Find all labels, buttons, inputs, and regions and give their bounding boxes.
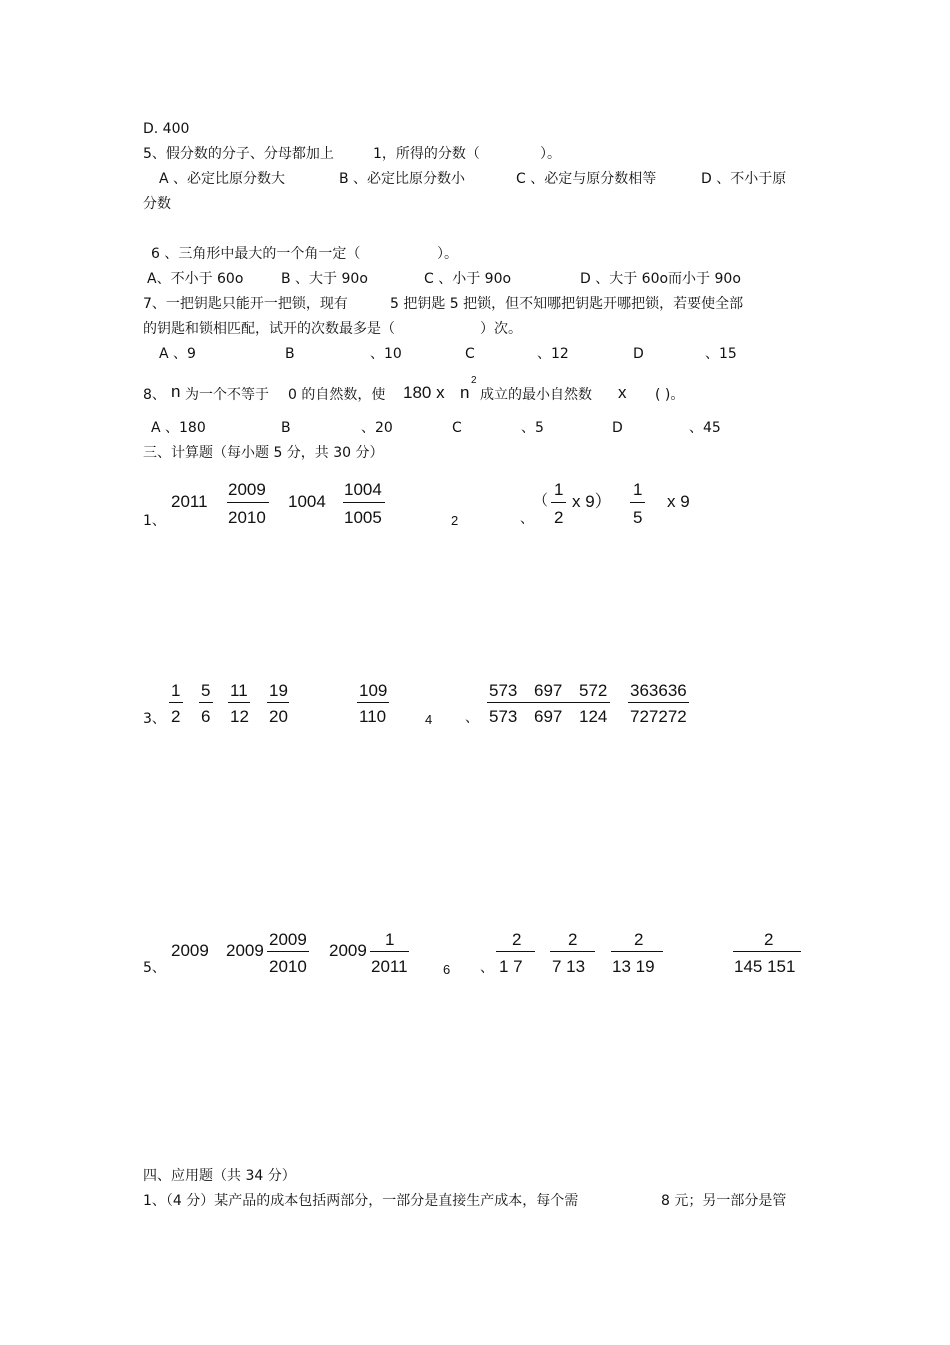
calc-6-frac-2-num: 2: [568, 930, 578, 949]
q8-text-zero: 0 的自然数，使: [288, 387, 386, 403]
calc-4-den-3: 124: [579, 707, 608, 726]
calc-3-frac-1-num: 1: [171, 681, 181, 700]
q6-stem: 6 、三角形中最大的一个角一定（: [151, 246, 361, 262]
calc-2-times-9: x 9）: [572, 492, 612, 511]
calc-1-fraction-1-bar: [227, 502, 269, 503]
calc-3-frac-2-den: 6: [201, 707, 211, 726]
q8-option-a: A 、180: [151, 420, 206, 436]
calc-1-fraction-2-bar: [343, 502, 385, 503]
section-4-heading: 四、应用题（共 34 分）: [143, 1168, 296, 1184]
calc-5-fraction-2-den: 2011: [371, 957, 408, 976]
q8-option-c-value: 、5: [521, 420, 544, 436]
q8-number: 8、: [143, 387, 166, 403]
calc-6-frac-3-num: 2: [634, 930, 644, 949]
calc-5-label: 5、: [143, 960, 166, 976]
calc-5-term-a: 2009: [171, 941, 209, 960]
q7-option-d-value: 、15: [705, 346, 737, 362]
calc-6-frac-1-num: 2: [512, 930, 522, 949]
q8-option-c: C: [452, 420, 462, 436]
q8-option-b-value: 、20: [361, 420, 393, 436]
q5-stem-num: 1，所得的分数（: [373, 146, 480, 162]
calc-4-frac-den: 727272: [630, 707, 687, 726]
calc-3-frac-5-den: 110: [359, 707, 387, 726]
calc-5-term-c: 2009: [329, 941, 367, 960]
calc-1-label: 1、: [143, 513, 166, 529]
calc-6-frac-3-den: 13 19: [612, 957, 655, 976]
calc-3-frac-2-bar: [199, 702, 213, 703]
q6-option-b: B 、大于 90o: [281, 271, 368, 287]
q5-stem-end: ）。: [540, 146, 561, 162]
calc-2-fifth-num: 1: [633, 480, 643, 499]
calc-4-separator: 、: [465, 710, 479, 726]
q8-text-2: 成立的最小自然数: [480, 387, 592, 403]
calc-3-frac-3-bar: [228, 702, 250, 703]
calc-6-frac-3-bar: [611, 951, 663, 952]
calc-1-fraction-2-num: 1004: [344, 480, 382, 499]
q4-option-d: D. 400: [143, 121, 190, 137]
q5-option-d-cont: 分数: [143, 196, 171, 212]
q8-text-1: 为一个不等于: [185, 387, 269, 403]
calc-4-fraction-bar-2: [628, 702, 689, 703]
q8-var-n2: n: [460, 383, 470, 402]
calc-2-fifth-den: 5: [633, 508, 643, 527]
calc-6-label: 6: [443, 962, 451, 977]
section-3-heading: 三、计算题（每小题 5 分，共 30 分）: [143, 445, 384, 461]
q7-option-b: B: [285, 346, 295, 362]
q5-option-d: D 、不小于原: [701, 171, 787, 187]
calc-1-term-b: 1004: [288, 492, 326, 511]
q7-line1-cont: 5 把钥匙 5 把锁，但不知哪把钥匙开哪把锁，若要使全部: [390, 296, 744, 312]
q7-line1: 7、一把钥匙只能开一把锁，现有: [143, 296, 348, 312]
q8-option-b: B: [281, 420, 291, 436]
calc-4-label: 4: [425, 712, 433, 727]
calc-6-frac-4-den: 145 151: [734, 957, 796, 976]
application-1-text: 1、（4 分）某产品的成本包括两部分，一部分是直接生产成本，每个需: [143, 1193, 579, 1209]
calc-3-frac-4-num: 19: [269, 681, 288, 700]
calc-6-frac-1-bar: [496, 951, 535, 952]
calc-3-frac-4-den: 20: [269, 707, 288, 726]
calc-1-fraction-1-den: 2010: [228, 508, 266, 527]
q8-blank: ( )。: [655, 387, 685, 403]
q8-option-d: D: [612, 420, 623, 436]
calc-6-separator: 、: [480, 960, 494, 976]
calc-2-separator: 、: [520, 511, 534, 527]
calc-4-den-2: 697: [534, 707, 563, 726]
q7-line2: 的钥匙和锁相匹配，试开的次数最多是（: [143, 321, 395, 337]
calc-3-frac-4-bar: [267, 702, 289, 703]
calc-3-frac-3-den: 12: [230, 707, 249, 726]
q6-option-a: A、不小于 60o: [147, 271, 244, 287]
calc-2-half-num: 1: [554, 480, 564, 499]
calc-3-frac-2-num: 5: [201, 681, 211, 700]
calc-2-half-den: 2: [554, 508, 564, 527]
application-1-text-cont: 8 元；另一部分是管: [661, 1193, 787, 1209]
calc-2-half-bar: [551, 502, 566, 503]
calc-6-frac-4-num: 2: [764, 930, 774, 949]
q7-option-b-value: 、10: [370, 346, 402, 362]
q7-line2-end: ）次。: [480, 321, 522, 337]
calc-6-frac-2-bar: [550, 951, 595, 952]
calc-1-fraction-1-num: 2009: [228, 480, 266, 499]
calc-5-fraction-1-den: 2010: [269, 957, 307, 976]
calc-4-den-1: 573: [489, 707, 518, 726]
q7-option-c-value: 、12: [537, 346, 569, 362]
q5-option-c: C 、必定与原分数相等: [516, 171, 657, 187]
calc-5-fraction-2-num: 1: [385, 930, 395, 949]
q7-option-c: C: [465, 346, 475, 362]
calc-3-frac-1-den: 2: [171, 707, 181, 726]
calc-5-fraction-1-num: 2009: [269, 930, 307, 949]
calc-4-num-1: 573: [489, 681, 518, 700]
calc-3-frac-5-bar: [357, 702, 389, 703]
q5-option-a: A 、必定比原分数大: [159, 171, 286, 187]
calc-4-fraction-bar-1: [487, 702, 610, 703]
q5-option-b: B 、必定比原分数小: [339, 171, 466, 187]
calc-2-label: 2: [451, 513, 459, 528]
calc-6-frac-2-den: 7 13: [552, 957, 586, 976]
q8-option-d-value: 、45: [689, 420, 721, 436]
q6-option-c: C 、小于 90o: [424, 271, 512, 287]
q6-option-d: D 、大于 60o而小于 90o: [580, 271, 741, 287]
calc-6-frac-4-bar: [733, 951, 801, 952]
q8-expression: 180 x: [403, 383, 445, 402]
calc-5-fraction-2-bar: [370, 951, 409, 952]
calc-6-frac-1-den: 1 7: [499, 957, 523, 976]
calc-5-term-b: 2009: [226, 941, 264, 960]
q8-exponent: 2: [471, 375, 477, 386]
calc-3-label: 3、: [143, 711, 166, 727]
q6-stem-end: ）。: [437, 246, 458, 262]
q7-option-d: D: [633, 346, 644, 362]
calc-4-num-3: 572: [579, 681, 608, 700]
calc-5-fraction-1-bar: [267, 951, 309, 952]
calc-4-num-2: 697: [534, 681, 563, 700]
calc-3-frac-3-num: 11: [230, 681, 248, 700]
q8-var-x: x: [618, 383, 627, 402]
calc-1-fraction-2-den: 1005: [344, 508, 382, 527]
q5-stem: 5、假分数的分子、分母都加上: [143, 146, 334, 162]
calc-2-left-paren: （: [533, 491, 549, 509]
q7-option-a: A 、9: [159, 346, 196, 362]
calc-1-term-a: 2011: [171, 492, 208, 511]
calc-3-frac-5-num: 109: [359, 681, 388, 700]
calc-4-frac-num: 363636: [630, 681, 687, 700]
calc-3-frac-1-bar: [169, 702, 183, 703]
calc-2-fifth-bar: [630, 502, 645, 503]
calc-2-times-9b: x 9: [667, 492, 690, 511]
q8-var-n: n: [171, 382, 181, 401]
